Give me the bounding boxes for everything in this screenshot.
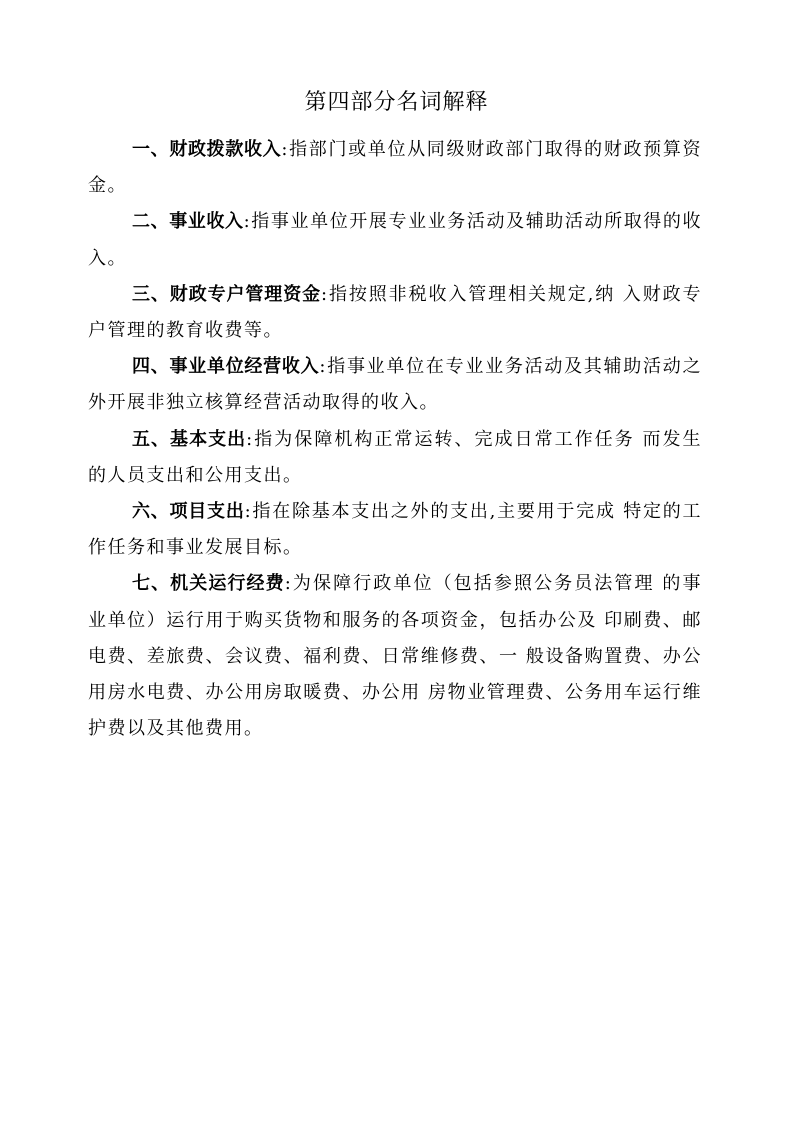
- definition: 指事业单位在专业业务活动及其辅助活动之外开展非独立核算经营活动取得的收入。: [88, 356, 703, 414]
- term: 七、机关运行经费: [132, 573, 285, 595]
- term: 五、基本支出: [132, 428, 247, 450]
- separator: :: [284, 573, 293, 595]
- term: 一、财政拨款收入: [132, 139, 282, 160]
- term: 三、财政专户管理资金: [132, 283, 321, 305]
- definition: 指在除基本支出之外的支出,主要用于完成 特定的工作任务和事业发展目标。: [88, 501, 702, 559]
- separator: :: [319, 356, 327, 378]
- definition-entry-2: [88, 204, 702, 276]
- definition-entry-3: [88, 277, 702, 349]
- term: 二、事业收入: [132, 211, 244, 233]
- definition-entry-6: [88, 494, 702, 566]
- separator: :: [281, 139, 289, 160]
- separator: :: [321, 283, 329, 305]
- definition: 指部门或单位从同级财政部门取得的财政预算资金。: [88, 139, 702, 197]
- definition-entry-7: [88, 566, 702, 747]
- definition-entry-1: [88, 132, 702, 204]
- definition-entry-5: [88, 422, 702, 494]
- page-title: 第四部分名词解释: [304, 90, 489, 115]
- definition: 指按照非税收入管理相关规定,纳 入财政专户管理的教育收费等。: [88, 283, 702, 342]
- term: 四、事业单位经营收入: [132, 356, 320, 378]
- definition: 指为保障机构正常运转、完成日常工作任务 而发生的人员支出和公用支出。: [88, 428, 702, 486]
- definitions-list: [88, 132, 702, 747]
- definition: 指事业单位开展专业业务活动及辅助活动所取得的收入。: [88, 211, 703, 269]
- separator: :: [244, 501, 253, 523]
- definition: 为保障行政单位（包括参照公务员法管理 的事业单位）运行用于购买货物和服务的各项资金，包括办公及 印刷费、邮电费、差旅费、会议费、福利费、日常维修费、一 般设备购置费、办公用房水电费、办公用房取暖费、办公用 房物业管理费、公务用车运行维护费以及其他费用。: [88, 573, 702, 740]
- definition-entry-4: [88, 349, 702, 421]
- separator: :: [243, 211, 252, 233]
- term: 六、项目支出: [132, 501, 245, 523]
- separator: :: [246, 428, 254, 450]
